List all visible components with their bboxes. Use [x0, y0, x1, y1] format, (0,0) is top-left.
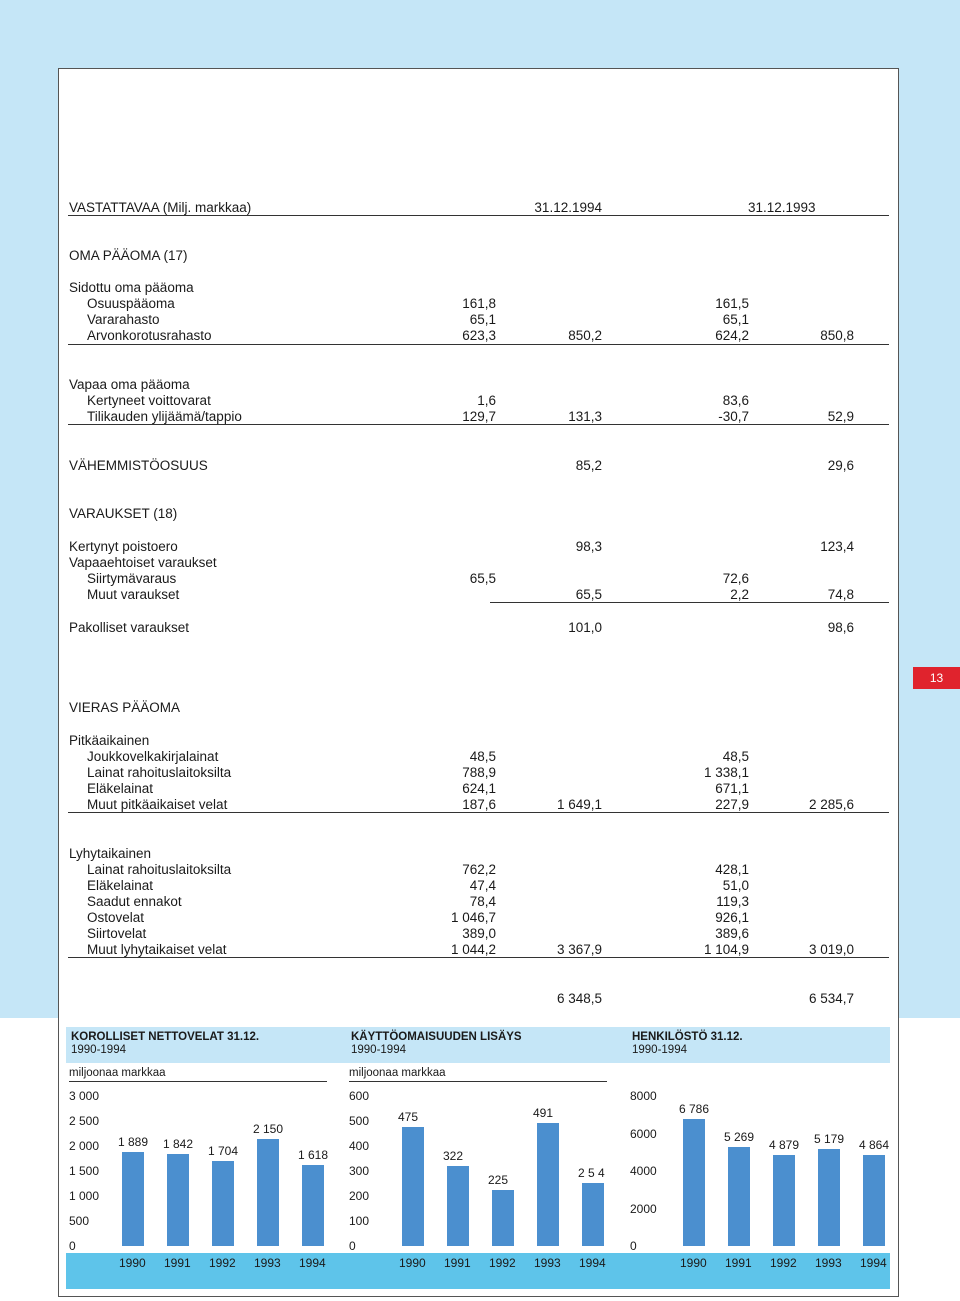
row-label: Siirtymävaraus [87, 571, 177, 586]
row-label: Kertyneet voittovarat [87, 393, 211, 408]
row-value-1994-total: 850,2 [568, 328, 602, 343]
row-value-1994-detail: 623,3 [462, 328, 496, 343]
row-value-1993-total: 3 019,0 [808, 942, 854, 957]
bar-value-label: 1 704 [208, 1143, 239, 1158]
header-title: VASTATTAVAA [69, 200, 160, 215]
header-date-1993: 31.12.1993 [748, 200, 816, 215]
row-value-1993-total: 74,8 [827, 587, 854, 602]
bar-1994 [863, 1155, 885, 1246]
y-tick-label: 1 000 [69, 1189, 100, 1203]
header-unit: (Milj. markkaa) [162, 200, 252, 215]
total-value-1994: 6 348,5 [556, 991, 602, 1006]
x-tick-label: 1993 [254, 1256, 281, 1270]
page-number-tab: 13 [913, 667, 960, 689]
bar-1992 [773, 1155, 795, 1246]
row-value-1993-detail: 51,0 [722, 878, 749, 893]
varaukset-note: (18) [153, 506, 178, 521]
vapaaehtoiset-title: Vapaaehtoiset varaukset [69, 555, 217, 570]
bar-1994 [582, 1183, 604, 1247]
row-value-1994-detail: 1,6 [477, 393, 496, 408]
vahemmisto-value-1994: 85,2 [575, 458, 602, 473]
y-tick-label: 0 [630, 1239, 637, 1253]
y-tick-label: 6000 [630, 1126, 657, 1141]
row-value-1993-detail: 389,6 [715, 926, 749, 941]
vahemmisto-label: VÄHEMMISTÖOSUUS [69, 458, 208, 473]
bar-1991 [167, 1154, 189, 1246]
lyhyt-title: Lyhytaikainen [69, 846, 152, 861]
row-value-1994-detail: 78,4 [469, 894, 496, 909]
table-header [69, 200, 251, 216]
row-label: Muut pitkäaikaiset velat [87, 797, 228, 812]
varaukset-rule [490, 602, 889, 603]
bar-value-label: 4 879 [769, 1137, 800, 1152]
sidottu-rule [68, 344, 889, 345]
sidottu-title: Sidottu oma pääoma [69, 280, 194, 295]
vahemmisto-value-1993: 29,6 [827, 458, 854, 473]
bar-value-label: 5 179 [814, 1131, 845, 1146]
row-value-1994-total: 65,5 [575, 587, 602, 602]
row-value-1994-detail: 762,2 [462, 862, 496, 877]
x-tick-label: 1994 [860, 1256, 887, 1270]
bar-value-label: 6 786 [679, 1101, 710, 1116]
row-label: Arvonkorotusrahasto [87, 328, 212, 343]
row-value-1993-detail: 1 104,9 [703, 942, 749, 957]
bar-1990 [122, 1152, 144, 1246]
x-tick-label: 1991 [444, 1256, 471, 1270]
section-title: OMA PÄÄOMA [69, 248, 160, 263]
row-label: Muut lyhytaikaiset velat [87, 942, 227, 957]
row-value-1993-total: 850,8 [820, 328, 854, 343]
row-value-1993-detail: -30,7 [718, 409, 749, 424]
chart-subtitle: 1990-1994 [351, 1044, 406, 1056]
row-value-1994-detail: 65,1 [469, 312, 496, 327]
y-tick-label: 8000 [630, 1089, 657, 1103]
x-tick-label: 1993 [815, 1256, 842, 1270]
y-tick-label: 300 [349, 1164, 370, 1178]
y-tick-label: 500 [349, 1114, 370, 1128]
bar-1994 [302, 1165, 324, 1246]
header-rule [68, 215, 889, 216]
row-value-1994-detail: 161,8 [462, 296, 496, 311]
y-tick-label: 3 000 [69, 1089, 100, 1103]
row-value-1993-detail: 1 338,1 [703, 765, 749, 780]
chart-rule [349, 1081, 607, 1082]
bar-1991 [447, 1166, 469, 1247]
x-tick-label: 1991 [725, 1256, 752, 1270]
y-tick-label: 100 [349, 1214, 370, 1228]
bar-1990 [683, 1119, 705, 1246]
row-label: Siirtovelat [87, 926, 147, 941]
x-tick-label: 1992 [770, 1256, 797, 1270]
bar-value-label: 4 864 [859, 1137, 890, 1152]
x-tick-label: 1990 [399, 1256, 426, 1270]
chart-subtitle: 1990-1994 [632, 1044, 687, 1056]
y-tick-label: 0 [349, 1239, 356, 1253]
row-label: Lainat rahoituslaitoksilta [87, 862, 232, 877]
bar-1993 [537, 1123, 559, 1246]
row-label: Saadut ennakot [87, 894, 182, 909]
row-value-1993-detail: 65,1 [722, 312, 749, 327]
chart-ylabel: miljoonaa markkaa [349, 1067, 446, 1079]
row-value-1994-detail: 48,5 [469, 749, 496, 764]
bar-value-label: 1 889 [118, 1134, 149, 1149]
y-tick-label: 400 [349, 1139, 370, 1153]
x-tick-label: 1990 [680, 1256, 707, 1270]
row-value-1993-detail: 119,3 [716, 894, 749, 909]
bar-value-label: 2 5 4 [578, 1165, 605, 1180]
row-value-1994-detail: 788,9 [462, 765, 496, 780]
row-value-1994-detail: 624,1 [462, 781, 496, 796]
vieras-title: VIERAS PÄÄOMA [69, 700, 181, 715]
row-value-1993-detail: 428,1 [715, 862, 749, 877]
row-value-1994-detail: 65,5 [469, 571, 496, 586]
row-value-1993-detail: 161,5 [715, 296, 749, 311]
bar-1991 [728, 1147, 750, 1246]
row-label: Lainat rahoituslaitoksilta [87, 765, 232, 780]
row-value-1993-detail: 48,5 [722, 749, 749, 764]
y-tick-label: 1 500 [69, 1164, 100, 1178]
row-value-1993-total: 2 285,6 [808, 797, 854, 812]
row-value-1993-detail: 2,2 [730, 587, 749, 602]
chart-title: KÄYTTÖOMAISUUDEN LISÄYS [351, 1031, 522, 1043]
row-value-1993-total: 52,9 [827, 409, 854, 424]
kertynyt-value-1993: 123,4 [820, 539, 854, 554]
row-value-1993-detail: 83,6 [722, 393, 749, 408]
x-tick-label: 1993 [534, 1256, 561, 1270]
vapaa-title: Vapaa oma pääoma [69, 377, 190, 392]
y-tick-label: 200 [349, 1189, 370, 1203]
row-value-1993-detail: 227,9 [715, 797, 749, 812]
chart-title: KOROLLISET NETTOVELAT 31.12. [71, 1031, 260, 1043]
kertynyt-label: Kertynyt poistoero [69, 539, 178, 554]
row-label: Ostovelat [87, 910, 145, 925]
row-value-1994-total: 1 649,1 [556, 797, 602, 812]
lyhyt-rule [68, 957, 889, 958]
kertynyt-value-1994: 98,3 [575, 539, 602, 554]
pakolliset-label: Pakolliset varaukset [69, 620, 190, 635]
row-label: Eläkelainat [87, 781, 154, 796]
bar-value-label: 225 [488, 1172, 509, 1187]
row-value-1994-detail: 187,6 [462, 797, 496, 812]
bar-1990 [402, 1127, 424, 1246]
bar-1992 [492, 1190, 514, 1246]
row-value-1994-total: 131,3 [568, 409, 602, 424]
pakolliset-value-1994: 101,0 [568, 620, 602, 635]
row-value-1994-detail: 389,0 [462, 926, 496, 941]
section-varaukset [69, 506, 177, 522]
bar-1993 [818, 1149, 840, 1246]
row-label: Joukkovelkakirjalainat [87, 749, 219, 764]
x-tick-label: 1992 [209, 1256, 236, 1270]
bar-value-label: 475 [398, 1110, 419, 1125]
bar-value-label: 322 [443, 1148, 464, 1163]
chart-rule [69, 1081, 327, 1082]
bar-1993 [257, 1139, 279, 1247]
x-tick-label: 1992 [489, 1256, 516, 1270]
bar-value-label: 2 150 [253, 1121, 284, 1136]
row-label: Vararahasto [87, 312, 160, 327]
row-label: Osuuspääoma [87, 296, 175, 311]
row-value-1993-detail: 624,2 [715, 328, 749, 343]
x-tick-label: 1990 [119, 1256, 146, 1270]
y-tick-label: 2 500 [69, 1114, 100, 1128]
row-value-1993-detail: 926,1 [715, 910, 749, 925]
section-note: (17) [163, 248, 188, 263]
bar-value-label: 1 842 [163, 1136, 194, 1151]
row-value-1994-detail: 1 044,2 [450, 942, 496, 957]
chart-subtitle: 1990-1994 [71, 1044, 126, 1056]
y-tick-label: 500 [69, 1214, 90, 1228]
total-value-1993: 6 534,7 [808, 991, 854, 1006]
bar-value-label: 1 618 [298, 1148, 329, 1163]
x-tick-label: 1994 [579, 1256, 606, 1270]
row-value-1994-detail: 129,7 [462, 409, 496, 424]
bar-value-label: 491 [533, 1106, 554, 1121]
row-label: Eläkelainat [87, 878, 154, 893]
y-tick-label: 2000 [630, 1201, 657, 1216]
varaukset-title: VARAUKSET [69, 506, 150, 521]
row-value-1994-detail: 1 046,7 [450, 910, 496, 925]
y-tick-label: 600 [349, 1089, 370, 1103]
y-tick-label: 2 000 [69, 1139, 100, 1153]
x-tick-label: 1994 [299, 1256, 326, 1270]
section-oma-paaoma [69, 248, 188, 264]
row-value-1993-detail: 72,6 [722, 571, 749, 586]
chart-title: HENKILÖSTÖ 31.12. [632, 1031, 743, 1043]
pitka-rule [68, 812, 889, 813]
row-label: Muut varaukset [87, 587, 180, 602]
header-date-1994: 31.12.1994 [534, 200, 602, 215]
row-value-1993-detail: 671,1 [715, 781, 749, 796]
bar-1992 [212, 1161, 234, 1246]
pitka-title: Pitkäaikainen [69, 733, 150, 748]
row-value-1994-total: 3 367,9 [556, 942, 602, 957]
y-tick-label: 4000 [630, 1164, 657, 1178]
y-tick-label: 0 [69, 1239, 76, 1253]
x-tick-label: 1991 [164, 1256, 191, 1270]
row-label: Tilikauden ylijäämä/tappio [87, 409, 242, 424]
pakolliset-value-1993: 98,6 [827, 620, 854, 635]
bar-value-label: 5 269 [724, 1130, 755, 1145]
vapaa-rule [68, 424, 889, 425]
row-value-1994-detail: 47,4 [469, 878, 496, 893]
chart-ylabel: miljoonaa markkaa [69, 1067, 166, 1079]
